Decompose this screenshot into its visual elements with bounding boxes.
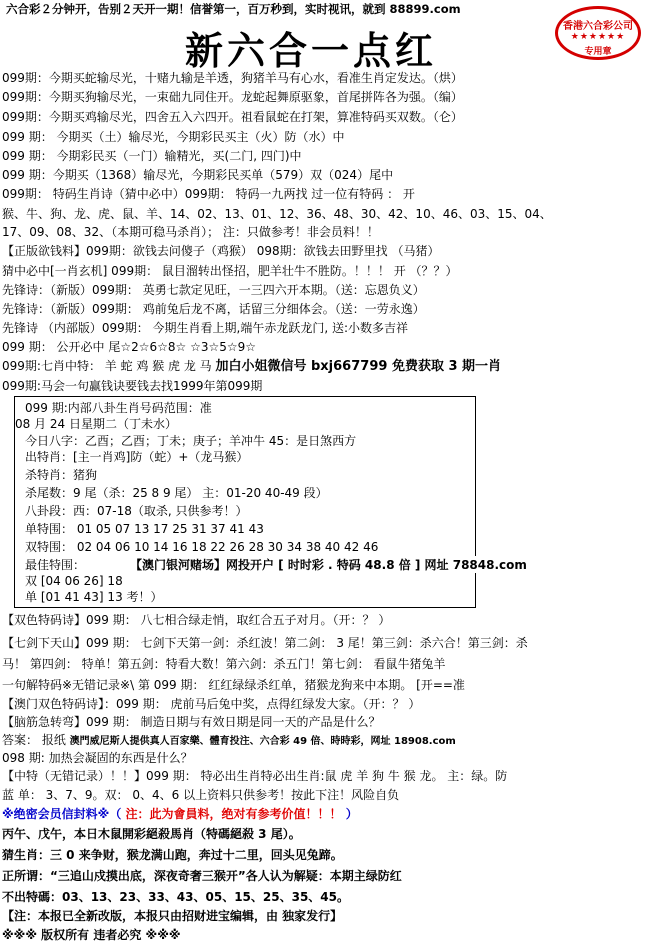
text-line: 【双色特码诗】099 期： 八七相合绿走悄，取红合五子对月。（开：？ ） [2, 613, 391, 627]
text-line: 099 期： 公开必中 尾☆2☆6☆8☆ ☆3☆5☆9☆ [2, 340, 257, 354]
warning-suffix: ） [341, 807, 358, 821]
box-line: 今日八字：乙酉；乙酉；丁未；庚子；羊冲牛 45：是日煞西方 [25, 434, 357, 448]
text-line: 先锋诗：（新版）099期： 鸡前兔后龙不离，话留三分细体会。（送：一劳永逸） [2, 302, 425, 316]
text-line: 【澳门双色特码诗】：099 期： 虎前马后兔中奖，点得红绿发大家。（开：？ ） [2, 697, 421, 711]
page-title: 新六合一点红 [185, 28, 438, 73]
wechat-line-text: 099期:七肖中特： 羊 蛇 鸡 猴 虎 龙 马 [2, 359, 216, 373]
box-line: 单特围： 01 05 07 13 17 25 31 37 41 43 [25, 522, 264, 536]
copyright-line: ※※※ 版权所有 违者必究 ※※※ [2, 928, 181, 942]
text-line: 098 期: 加热会凝固的东西是什么？ [2, 751, 193, 765]
text-line: 不出特碼：03、13、23、33、43、05、15、25、35、45。 [2, 890, 349, 904]
box-line: 杀尾数：9 尾（杀：25 8 9 尾） 主：01-20 40-49 段） [25, 486, 328, 500]
bagua-box [14, 396, 476, 608]
company-seal [555, 6, 641, 60]
box-line: 099 期:内部八卦生肖号码范围：准 [25, 401, 212, 415]
text-line: 099 期：今期买（1368）输尽光，今期彩民买单（579）双（024）尾中 [2, 168, 394, 182]
text-line: 099 期： 今期买（土）输尽光，今期彩民买主（火）防（水）中 [2, 130, 345, 144]
top-banner: 六合彩２分钟开，告别２天开一期！信誉第一，百万秒到，实时视讯，就到 88899.com [6, 2, 461, 16]
answer-line [2, 732, 456, 750]
text-line: 099期：今期买鸡输尽光，四舍五入六四开。祖看鼠蛇在打架，算准特码买双数。（仑） [2, 110, 463, 124]
box-line: 杀特肖：猪狗 [25, 468, 98, 482]
text-line: 先锋诗：（新版）099期： 英勇七款定见旺，一三四六开本期。（送：忘恩负义） [2, 283, 425, 297]
text-line: 099期：今期买蛇输尽光，十赌九输是羊透，狗猪羊马有心水，看准生肖定发达。（烘） [2, 71, 463, 85]
text-line: 蓝 单： 3、7、9。双： 0、4、6 以上资料只供参考！按此下注！风险自负 [2, 788, 400, 802]
text-line: 猴、牛、狗、龙、虎、鼠、羊、14、02、13、01、12、36、48、30、42、10、46、03、15、04、 [2, 207, 552, 221]
wechat-ad: 加白小姐微信号 bxj667799 免费获取 3 期一肖 [215, 359, 502, 374]
text-line: 【脑筋急转弯】099 期： 制造日期与有效日期是同一天的产品是什么？ [2, 715, 381, 729]
text-line: 【中特（无错记录）！！】099 期： 特必出生肖特必出生肖:鼠 虎 羊 狗 牛 猴 龙。 主：绿。防 [2, 769, 508, 783]
text-line: 丙午、戊午，本日木鼠開彩絕殺馬肖（特碼絕殺 3 尾）。 [2, 827, 301, 841]
warning-line [2, 806, 358, 822]
warning-prefix: ※绝密会员信封料※（ [2, 807, 122, 821]
wechat-line [2, 358, 501, 375]
text-line: 099期:马会一句赢钱诀要钱去找1999年第099期 [2, 379, 263, 393]
text-line: 【七剑下天山】099 期： 七剑下天第一剑：杀红波！第二剑： 3 尾！第三剑：杀六合！第三剑：杀 [2, 636, 528, 650]
warning-red-text: 注：此为會員料，绝对有参考价值！！！ [121, 807, 342, 821]
text-line: 【注：本报已全新改版，本报只由招财进宝编辑，由 独家发行】 [2, 909, 343, 923]
box-line: 单 [01 41 43] 13 考！） [25, 590, 163, 604]
venetian-ad: 澳門威尼斯人提供真人百家樂、體育投注、六合彩 49 倍、時時彩，网址 18908.com [69, 736, 456, 747]
text-line: 猜生肖：三 0 来争财，猴龙满山跑，奔过十二里，回头见兔蹄。 [2, 848, 343, 862]
text-line: 正所谓：“三追山戍摸出底，深夜奇奢三猴开”各人认为解疑：本期主绿防红 [2, 869, 402, 883]
seal-label: 专用章 [584, 47, 612, 57]
box-line: 最佳特围： [25, 558, 86, 572]
text-line: 【正版欲钱料】099期：欲钱去问傻子（鸡猴） 098期：欲钱去田野里找 （马猪） [2, 244, 440, 258]
box-line: 出特肖：[主一肖鸡]防（蛇）+（龙马猴） [25, 450, 249, 464]
box-line: 八卦段：西：07-18（取杀, 只供参考！） [25, 504, 248, 518]
box-line: 08 月 24 日星期二（丁未水） [15, 417, 177, 431]
text-line: 先锋诗 （内部版）099期： 今期生肖看上期,端午赤龙跃龙门, 送:小数多吉祥 [2, 321, 409, 335]
text-line: 099期： 特码生肖诗（猜中必中）099期： 特码一九两找 过一位有特码 ： 开 [2, 187, 415, 201]
seal-stars: ★★★★★★ [570, 32, 626, 42]
seal-name: 香港六合彩公司 [563, 21, 633, 32]
answer-text: 答案： 报纸 [2, 733, 70, 747]
text-line: 099期：今期买狗输尽光，一束础九同住开。龙蛇起舞原驱象，首尾拼阵各为强。（编） [2, 90, 463, 104]
box-line: 双 [04 06 26] 18 [25, 574, 123, 588]
text-line: 099 期： 今期彩民买（一门）输精光，买(二门, 四门)中 [2, 149, 302, 163]
text-line: 一句解特码※无错记录※\ 第 099 期： 红红绿绿杀红单，猪猴龙狗来中本期。 [开==准 [2, 678, 465, 692]
text-line: 猜中必中[一肖玄机] 099期： 鼠目溜转出怪招，肥羊壮牛不胜防。！！！ 开 （？？） [2, 264, 458, 278]
text-line: 17、09、08、32、（本期可稳马杀肖）； 注：只做参考！非会员料！！ [2, 225, 379, 239]
casino-ad: 【澳门银河赌场】网投开户 [ 时时彩 . 特码 48.8 倍 ] 网址 78848.com [130, 558, 527, 572]
text-line: 马！ 第四剑： 特单！第五剑：特看大数！第六剑：杀五门！第七剑： 看鼠牛猪兔羊 [2, 657, 446, 671]
box-line: 双特围： 02 04 06 10 14 16 18 22 26 28 30 34 38 40 42 46 [25, 540, 379, 554]
